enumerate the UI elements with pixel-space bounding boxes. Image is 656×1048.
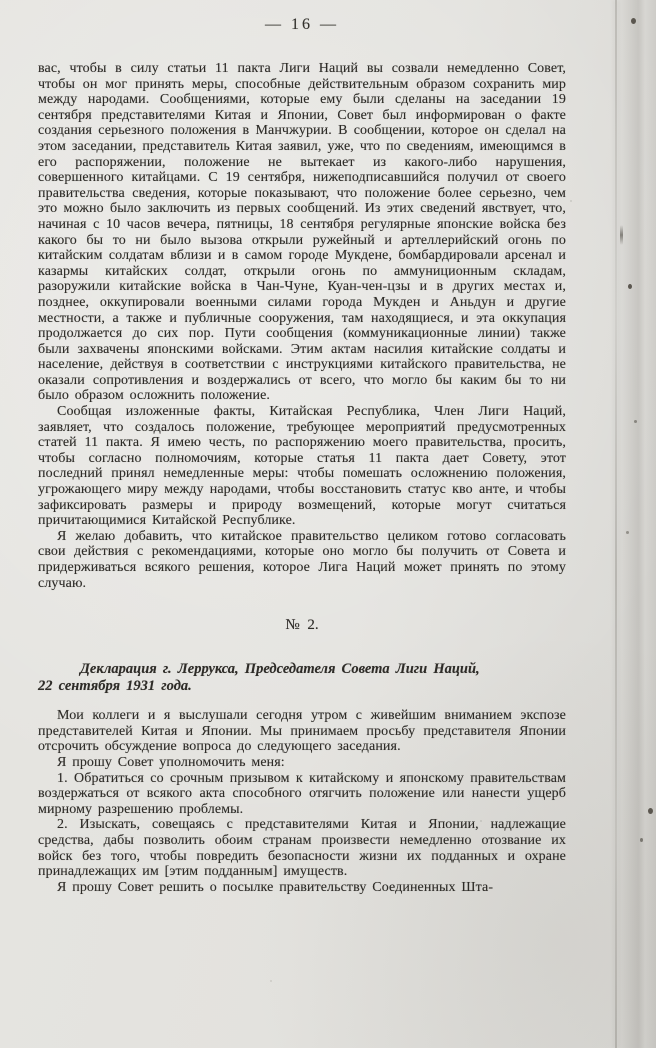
declaration-heading xyxy=(38,661,566,695)
body-paragraph: Я прошу Совет уполномочить меня: xyxy=(57,754,285,770)
section-number: № 2. xyxy=(285,617,319,634)
scan-speck xyxy=(634,420,637,423)
scan-speck xyxy=(626,531,629,534)
scan-speck xyxy=(631,18,636,24)
scan-speck xyxy=(640,838,643,842)
declaration-heading-line2: 22 сентября 1931 года. xyxy=(38,678,192,695)
body-paragraph: Я желаю добавить, что китайское правительство целиком готово согласовать свои действия с рекомендациями, которые оно могло бы получить от Совета и придерживаться всякого решения, которое Лига Наций может принять по этому случаю. xyxy=(38,528,566,591)
declaration-heading-line1: Декларация г. Леррукса, Председателя Совета Лиги Наций, xyxy=(80,661,480,678)
body-paragraph-continuation: вас, чтобы в силу статьи 11 пакта Лиги Наций вы созвали немедленно Совет, чтобы он мог принять меры, способные действительным образом сохранить мир между народами. Сообщениями, которые ему были сделаны на заседании 19 сентября представителями Китая и Японии, Совет был информирован о факте создания серьезного положения в Манчжурии. В сообщении, которое он сделал на этом заседании, представитель Китая заявил, уже, что по сведениям, имеющимся в его распоряжении, положение не вытекает из какого-либо нарушения, совершенного китайцами. С 19 сентября, нижеподписавшийся получил от своего правительства сведения, которые показывают, что положение более серьезно, чем это можно было заключить из первых сообщений. Из этих сведений явствует, что, начиная с 10 часов вечера, пятницы, 18 сентября регулярные японские войска без какого бы то ни было вызова открыли ружейный и артеллерийский огонь по китайским солдатам вблизи и в самом городе Мукдене, бомбардировали арсенал и казармы китайских солдат, открыли огонь по аммуниционным складам, разоружили китайские войска в Чан-Чуне, Куан-чен-цзы и в других местах и, позднее, оккупировали военными силами города Мукден и Аньдун и другие местности, а также и публичные сооружения, там находящиеся, и эта оккупация продолжается до сих пор. Пути сообщения (коммуникационные линии) также были захвачены японскими войсками. Этим актам насилия китайские солдаты и население, действуя в соответствии с инструкциями китайского правительства, не оказали сопротивления и воздержались от всего, что могло бы каким бы то ни было образом осложнить положение. xyxy=(38,61,566,404)
declaration-body xyxy=(38,708,566,895)
body-paragraph: Сообщая изложенные факты, Китайская Республика, Член Лиги Наций, заявляет, что создалось положение, требующее мероприятий предусмотренных статей 11 пакта. Я имею честь, по распоряжению моего правительства, просить, чтобы согласно полномочиям, которые статья 11 пакта дает Совету, этот последний принял немедленные меры: чтобы помешать осложнению положения, угрожающего миру между народами, чтобы восстановить статус кво анте, и чтобы зафиксировать размеры и природу возмещений, которые могут считаться причитающимися Китайской Республике. xyxy=(38,404,566,529)
body-paragraph: Мои коллеги и я выслушали сегодня утром с живейшим вниманием экспозе представителей Китая и Японии. Мы принимаем просьбу представителя Японии отсрочить обсуждение вопроса до следующего заседания. xyxy=(38,708,566,755)
body-paragraph-incomplete: Я прошу Совет решить о посылке правительству Соединенных Шта- xyxy=(57,879,494,895)
page-content xyxy=(38,12,566,895)
scan-smudge xyxy=(620,225,623,245)
body-paragraph-numbered-1: 1. Обратиться со срочным призывом к китайскому и японскому правительствам воздержаться от всякого акта способного отягчить положение или нанести ущерб мирному разрешению проблемы. xyxy=(38,770,566,817)
scan-speck xyxy=(648,808,653,814)
page-number-header: — 16 — xyxy=(265,16,339,33)
page-edge-shadow xyxy=(617,0,656,1048)
letter-body xyxy=(38,61,566,591)
scan-speck xyxy=(628,284,632,289)
body-paragraph-numbered-2: 2. Изыскать, совещаясь с представителями Китая и Японии, надлежащие средства, дабы позволить обоим странам произвести немедленно отозвание их войск без того, чтобы повредить безопасности жизни их подданных и охране принадлежащих им [этим подданным] имуществ. xyxy=(38,817,566,880)
